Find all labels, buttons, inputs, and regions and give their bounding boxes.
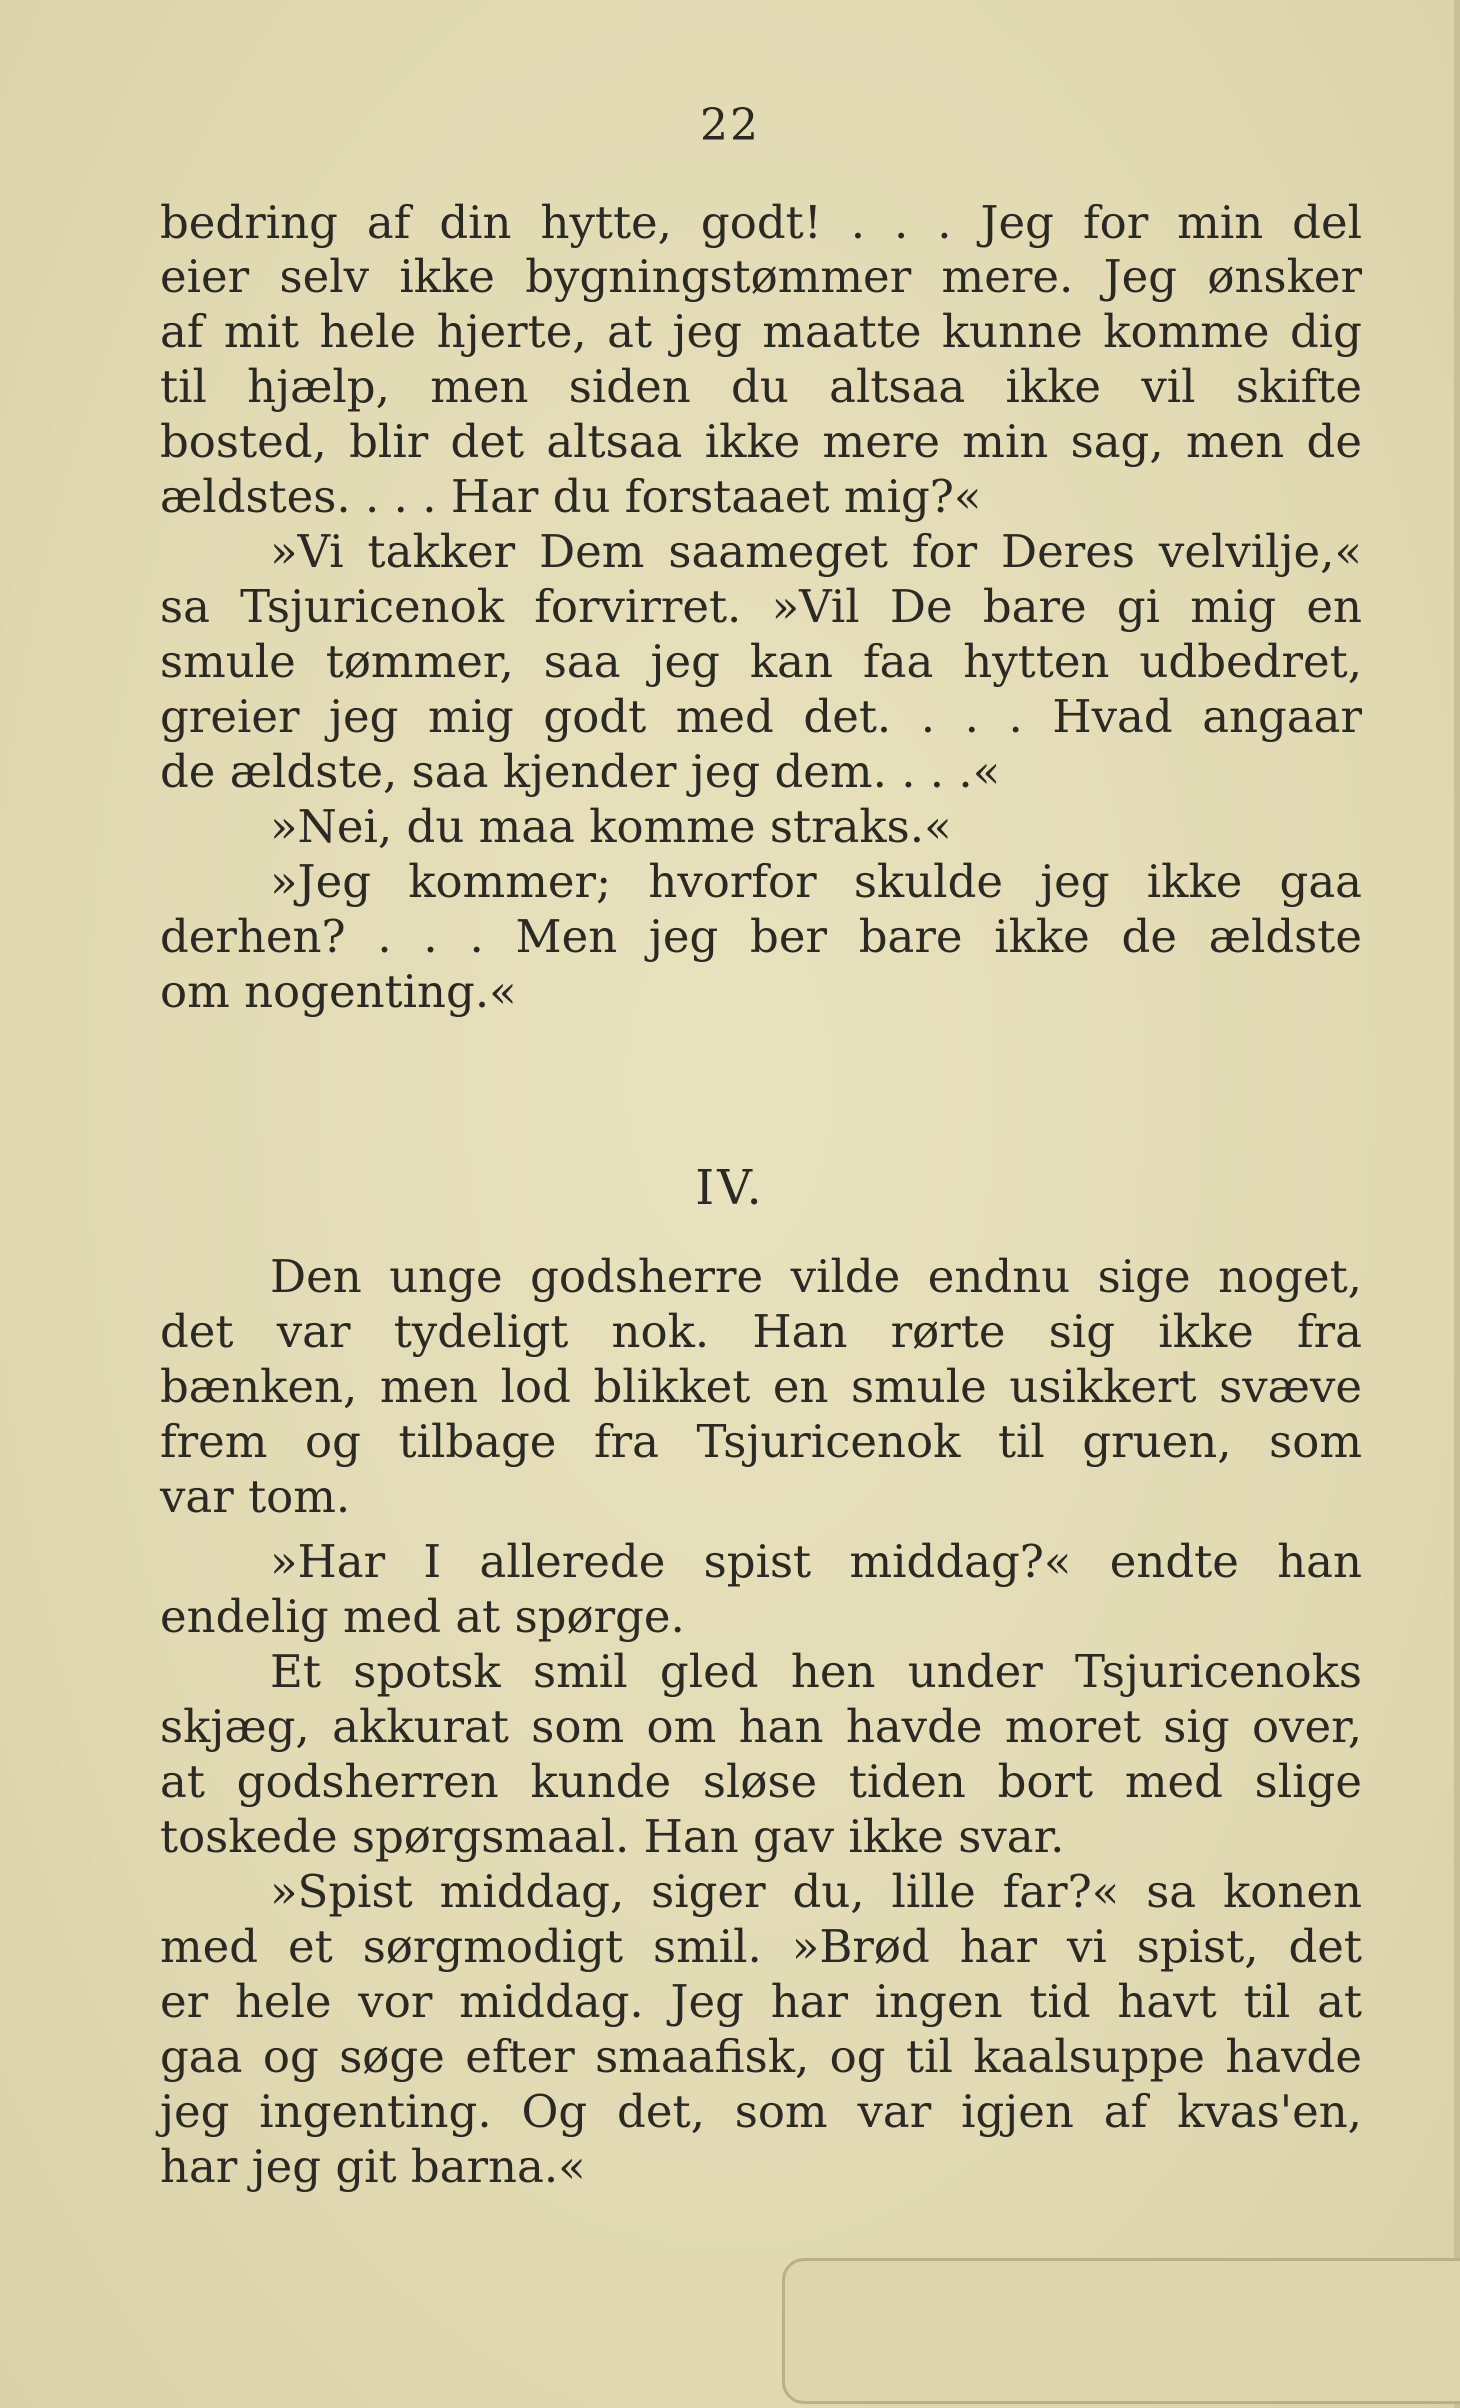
text-line: bænken, men lod blikket en smule usikkert svæve (160, 1360, 1362, 1413)
text-line: med et sørgmodigt smil. »Brød har vi spist, det (160, 1920, 1362, 1973)
text-line: frem og tilbage fra Tsjuricenok til gruen, som (160, 1415, 1362, 1468)
text-line: har jeg git barna.« (160, 2140, 586, 2193)
text-line: var tom. (160, 1470, 351, 1523)
chapter-heading: IV. (695, 1160, 765, 1216)
text-line: »Nei, du maa komme straks.« (270, 800, 952, 853)
text-line: greier jeg mig godt med det. . . . Hvad angaar (160, 690, 1362, 743)
text-line: det var tydeligt nok. Han rørte sig ikke fra (160, 1305, 1362, 1358)
text-line: endelig med at spørge. (160, 1590, 685, 1643)
text-line: at godsherren kunde sløse tiden bort med slige (160, 1755, 1362, 1808)
text-line: af mit hele hjerte, at jeg maatte kunne komme dig (160, 305, 1362, 358)
text-line: toskede spørgsmaal. Han gav ikke svar. (160, 1810, 1065, 1863)
text-line: Et spotsk smil gled hen under Tsjuricenoks (270, 1645, 1362, 1698)
text-line: ældstes. . . . Har du forstaaet mig?« (160, 470, 982, 523)
text-line: om nogenting.« (160, 965, 517, 1018)
text-line: de ældste, saa kjender jeg dem. . . .« (160, 745, 1001, 798)
text-line: bedring af din hytte, godt! . . . Jeg for min del (160, 196, 1362, 249)
text-line: til hjælp, men siden du altsaa ikke vil skifte (160, 360, 1362, 413)
text-line: smule tømmer, saa jeg kan faa hytten udbedret, (160, 635, 1362, 688)
text-line: bosted, blir det altsaa ikke mere min sag, men de (160, 415, 1362, 468)
text-line: jeg ingenting. Og det, som var igjen af kvas'en, (160, 2085, 1362, 2138)
text-line: derhen? . . . Men jeg ber bare ikke de ældste (160, 910, 1362, 963)
page-number: 22 (700, 100, 760, 151)
text-line: er hele vor middag. Jeg har ingen tid havt til at (160, 1975, 1362, 2028)
paper-tab-mark (782, 2258, 1460, 2404)
text-line: »Vi takker Dem saameget for Deres velvilje,« (270, 525, 1362, 578)
text-line: »Spist middag, siger du, lille far?« sa konen (270, 1865, 1362, 1918)
text-line: sa Tsjuricenok forvirret. »Vil De bare gi mig en (160, 580, 1362, 633)
text-line: »Har I allerede spist middag?« endte han (270, 1535, 1362, 1588)
text-line: »Jeg kommer; hvorfor skulde jeg ikke gaa (270, 855, 1362, 908)
text-line: eier selv ikke bygningstømmer mere. Jeg ønsker (160, 250, 1362, 303)
text-line: Den unge godsherre vilde endnu sige noget, (270, 1250, 1362, 1303)
text-line: gaa og søge efter smaafisk, og til kaalsuppe havde (160, 2030, 1362, 2083)
text-line: skjæg, akkurat som om han havde moret sig over, (160, 1700, 1362, 1753)
